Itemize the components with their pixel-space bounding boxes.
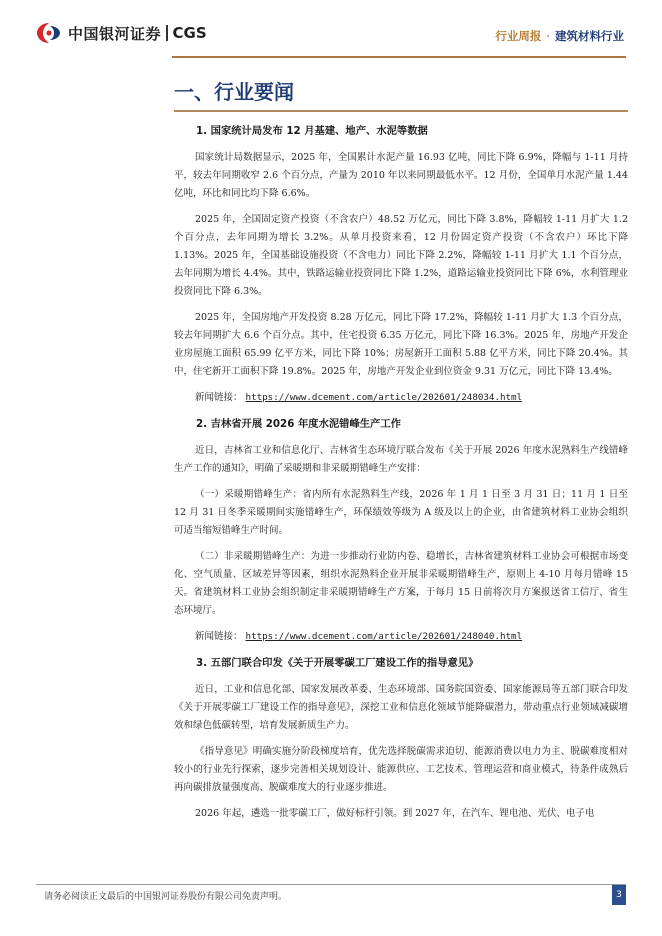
news-paragraph: 2025 年，全国房地产开发投资 8.28 万亿元，同比下降 17.2%，降幅较 1-11 月扩大 1.3 个百分点，较去年同期扩大 6.6 个百分点。其中，住宅投资 6.35 万亿元，同比下降 16.3%。2025 年，房地产开发企业房屋施工面积 65.99 亿平方米，同比下降 10%；房屋新开工面积 5.88 亿平方米，同比下降 20.4%。其中，住宅新开工面积下降 19.8%。2025 年，房地产开发企业到位资金 9.31 万亿元，同比下降 13.4%。 (174, 312, 628, 377)
news-link-label: 新闻链接： (195, 631, 243, 642)
news-link-line (174, 389, 628, 407)
page-number: 3 (612, 885, 626, 905)
news-paragraph: 国家统计局数据显示，2025 年，全国累计水泥产量 16.93 亿吨，同比下降 6.9%，降幅与 1-11 月持平，较去年同期收窄 2.6 个百分点，产量为 2010 年以来同期最低水平。12 月份，全国单月水泥产量 1.44 亿吨，环比和同比均下降 6.6%。 (174, 152, 628, 199)
cgs-logo-icon (36, 22, 62, 44)
logo-text-cn: 中国银河证券 (68, 24, 162, 43)
news-heading: 1. 国家统计局发布 12 月基建、地产、水泥等数据 (196, 125, 428, 137)
footer-divider (36, 884, 626, 885)
report-type: 行业周报 (495, 29, 542, 43)
logo-divider (166, 25, 168, 41)
industry-name: 建筑材料行业 (555, 29, 624, 43)
news-link[interactable]: https://www.dcement.com/article/202601/248034.html (245, 392, 523, 403)
section-title: 一、行业要闻 (174, 80, 294, 104)
header-separator: · (546, 29, 550, 43)
company-logo (36, 22, 207, 44)
news-link-label: 新闻链接： (195, 392, 243, 403)
section-divider (174, 110, 628, 112)
news-paragraph: 2026 年起，遴选一批零碳工厂，做好标杆引领。到 2027 年，在汽车、锂电池、光伏、电子电 (195, 808, 595, 819)
news-heading: 2. 吉林省开展 2026 年度水泥错峰生产工作 (196, 418, 401, 430)
news-link-line (174, 628, 628, 646)
header-divider (172, 56, 626, 58)
news-heading: 3. 五部门联合印发《关于开展零碳工厂建设工作的指导意见》 (196, 657, 479, 669)
news-paragraph: （一）采暖期错峰生产：省内所有水泥熟料生产线，2026 年 1 月 1 日至 3 月 31 日；11 月 1 日至 12 月 31 日冬季采暖期间实施错峰生产，环保绩效等级为 A 级及以上的企业，由省建筑材料工业协会组织可适当缩短错峰生产时间。 (174, 489, 628, 536)
page-header (0, 0, 662, 68)
main-content (174, 76, 628, 831)
news-paragraph: 2025 年，全国固定资产投资（不含农户）48.52 万亿元，同比下降 3.8%，降幅较 1-11 月扩大 1.2 个百分点，去年同期为增长 3.2%。从单月投资来看，12 月份固定资产投资（不含农户）环比下降 1.13%。2025 年，全国基础设施投资（不含电力）同比下降 2.2%，降幅较 1-11 月扩大 1.1 个百分点，去年同期为增长 4.4%。其中，铁路运输业投资同比下降 1.2%，道路运输业投资同比下降 6%，水利管理业投资同比下降 6.3%。 (174, 214, 628, 297)
news-paragraph: 近日，工业和信息化部、国家发展改革委、生态环境部、国务院国资委、国家能源局等五部门联合印发《关于开展零碳工厂建设工作的指导意见》，深挖工业和信息化领域节能降碳潜力，带动重点行业领域减碳增效和绿色低碳转型，培育发展新质生产力。 (174, 684, 628, 731)
news-paragraph: 《指导意见》明确实施分阶段梯度培育，优先选择脱碳需求迫切、能源消费以电力为主、脱碳难度相对较小的行业先行探索，逐步完善相关规划设计、能源供应、工艺技术、管理运营和商业模式，待条件成熟后再向碳排放量强度高、脱碳难度大的行业逐步推进。 (174, 746, 628, 793)
header-report-info (495, 28, 624, 44)
footer-disclaimer: 请务必阅读正文最后的中国银河证券股份有限公司免责声明。 (44, 892, 288, 902)
news-link[interactable]: https://www.dcement.com/article/202601/248040.html (245, 631, 523, 642)
news-paragraph: （二）非采暖期错峰生产：为进一步推动行业防内卷、稳增长，吉林省建筑材料工业协会可根据市场变化、空气质量、区域差异等因素，组织水泥熟料企业开展非采暖期错峰生产，原则上 4-10 月每月错峰 15 天。省建筑材料工业协会组织制定非采暖期错峰生产方案，于每月 15 日前将次月方案报送省工信厅、省生态环境厅。 (174, 551, 628, 616)
news-paragraph: 近日，吉林省工业和信息化厅、吉林省生态环境厅联合发布《关于开展 2026 年度水泥熟料生产线错峰生产工作的通知》，明确了采暖期和非采暖期错峰生产安排： (174, 445, 628, 474)
logo-text-en: CGS (172, 24, 207, 42)
